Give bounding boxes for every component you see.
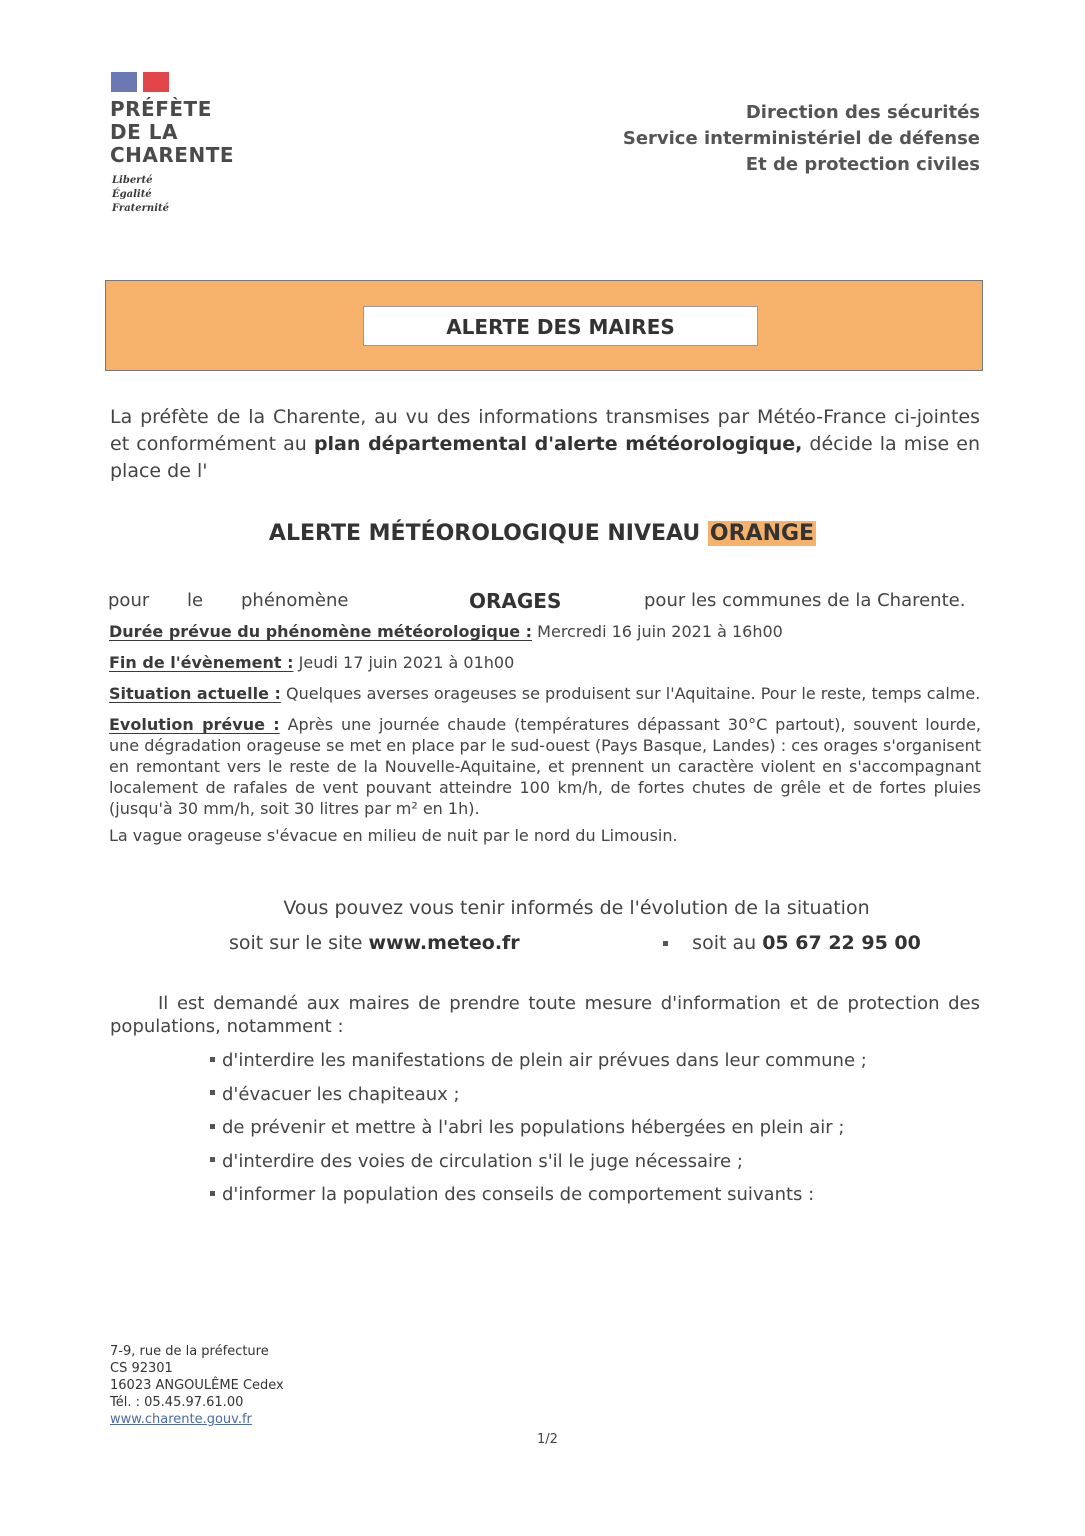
phenomenon-suffix: pour les communes de la Charente. bbox=[644, 590, 966, 611]
alert-title-text: ALERTE MÉTÉOROLOGIQUE NIVEAU bbox=[268, 521, 708, 546]
footer-address bbox=[110, 1343, 284, 1428]
demand-paragraph bbox=[110, 992, 980, 1038]
bullet-square-icon bbox=[210, 1124, 215, 1129]
alert-title bbox=[0, 518, 1085, 550]
situation-value: Quelques averses orageuses se produisent sur l'Aquitaine. Pour le reste, temps calme. bbox=[280, 684, 981, 703]
situation-label: Situation actuelle : bbox=[109, 684, 281, 703]
banner-title: ALERTE DES MAIRES bbox=[363, 306, 758, 346]
duree-value: Mercredi 16 juin 2021 à 16h00 bbox=[532, 622, 783, 641]
direction-line: Service interministériel de défense bbox=[622, 128, 980, 149]
address-line: CS 92301 bbox=[110, 1361, 173, 1376]
list-item-text: d'interdire des voies de circulation s'il le juge nécessaire ; bbox=[222, 1150, 743, 1172]
phenomenon-word: phénomène bbox=[241, 590, 349, 611]
direction-line: Direction des sécurités bbox=[745, 102, 980, 123]
duree-line bbox=[109, 621, 981, 642]
evolution-label: Evolution prévue : bbox=[109, 715, 280, 734]
address-line: 7-9, rue de la préfecture bbox=[110, 1344, 269, 1359]
list-item-text: d'interdire les manifestations de plein air prévues dans leur commune ; bbox=[222, 1050, 867, 1071]
page-number: 1/2 bbox=[537, 1432, 558, 1447]
intro-text: La préfète de la Charente, au vu des informations transmises par Météo-France ci-jointes et conformément au bbox=[110, 406, 980, 455]
phone-line bbox=[663, 930, 921, 956]
fin-value: Jeudi 17 juin 2021 à 01h00 bbox=[293, 653, 515, 672]
site-line bbox=[229, 930, 520, 956]
list-item-text: d'informer la population des conseils de comportement suivants : bbox=[222, 1184, 815, 1205]
prefecture-line: DE LA bbox=[110, 120, 178, 144]
prefecture-name bbox=[110, 98, 234, 167]
prefecture-line: CHARENTE bbox=[110, 143, 234, 167]
evolution-value: Après une journée chaude (températures dépassant 30°C partout), souvent lourde, une dégradation orageuse se met en place par le sud-ouest (Pays Basque, Landes) : ces orages s'organisent en remontant vers le reste de la Nouvelle-Aquitaine, et prennent un caractère violent en s'accompagnant localement de rafales de vent pouvant atteindre 100 km/h, de fortes chutes de grêle et de fortes pluies (jusqu'à 30 mm/h, soit 30 litres par m² en 1h). bbox=[109, 715, 982, 818]
fin-label: Fin de l'évènement : bbox=[109, 653, 294, 672]
bullet-icon bbox=[663, 941, 668, 946]
list-item bbox=[210, 1048, 867, 1082]
list-item-text: d'évacuer les chapiteaux ; bbox=[222, 1083, 460, 1105]
intro-plan: plan départemental d'alerte météorologique, bbox=[313, 433, 803, 455]
motto-line: Liberté bbox=[112, 175, 153, 186]
list-item bbox=[210, 1115, 867, 1149]
phone-prefix: soit au bbox=[692, 932, 763, 954]
intro-paragraph bbox=[110, 404, 980, 485]
website-link[interactable]: www.charente.gouv.fr bbox=[110, 1412, 252, 1427]
phenomenon-name: ORAGES bbox=[469, 589, 562, 613]
alert-level: ORANGE bbox=[709, 521, 815, 546]
site-prefix: soit sur le site bbox=[229, 932, 369, 954]
bullet-square-icon bbox=[210, 1157, 215, 1162]
flag-blue-shape bbox=[111, 72, 137, 92]
demand-text: Il est demandé aux maires de prendre toute mesure d'information et de protection des populations, notamment : bbox=[110, 993, 980, 1037]
list-item bbox=[210, 1149, 867, 1183]
motto-line: Fraternité bbox=[112, 203, 169, 214]
bullet-square-icon bbox=[210, 1191, 215, 1196]
flag-red-shape bbox=[143, 72, 169, 92]
marianne-logo bbox=[111, 72, 169, 92]
bullet-square-icon bbox=[210, 1057, 215, 1062]
duree-label: Durée prévue du phénomène météorologique : bbox=[109, 622, 533, 641]
list-item-text: de prévenir et mettre à l'abri les populations hébergées en plein air ; bbox=[222, 1117, 845, 1138]
fin-line bbox=[109, 652, 981, 673]
measures-list bbox=[210, 1048, 867, 1216]
direction-line: Et de protection civiles bbox=[745, 154, 980, 175]
meteo-site-link[interactable]: www.meteo.fr bbox=[368, 932, 520, 954]
list-item bbox=[210, 1182, 867, 1216]
phone-number: 05 67 22 95 00 bbox=[762, 932, 921, 954]
motto-line: Égalité bbox=[112, 189, 152, 200]
list-item bbox=[210, 1082, 867, 1116]
republic-motto bbox=[112, 174, 169, 216]
phenomenon-word: pour bbox=[108, 590, 150, 611]
vague-line: La vague orageuse s'évacue en milieu de nuit par le nord du Limousin. bbox=[109, 826, 678, 845]
address-line: 16023 ANGOULÊME Cedex bbox=[110, 1378, 284, 1393]
situation-line bbox=[109, 683, 981, 704]
bullet-square-icon bbox=[210, 1090, 215, 1095]
intro-text-end: décide la mise en place de l' bbox=[110, 433, 980, 482]
phenomenon-word: le bbox=[187, 590, 204, 611]
evolution-paragraph bbox=[109, 714, 981, 819]
info-line: Vous pouvez vous tenir informés de l'évolution de la situation bbox=[283, 897, 870, 919]
prefecture-line: PRÉFÈTE bbox=[110, 97, 212, 121]
address-line: Tél. : 05.45.97.61.00 bbox=[110, 1395, 244, 1410]
direction-block bbox=[623, 100, 980, 178]
